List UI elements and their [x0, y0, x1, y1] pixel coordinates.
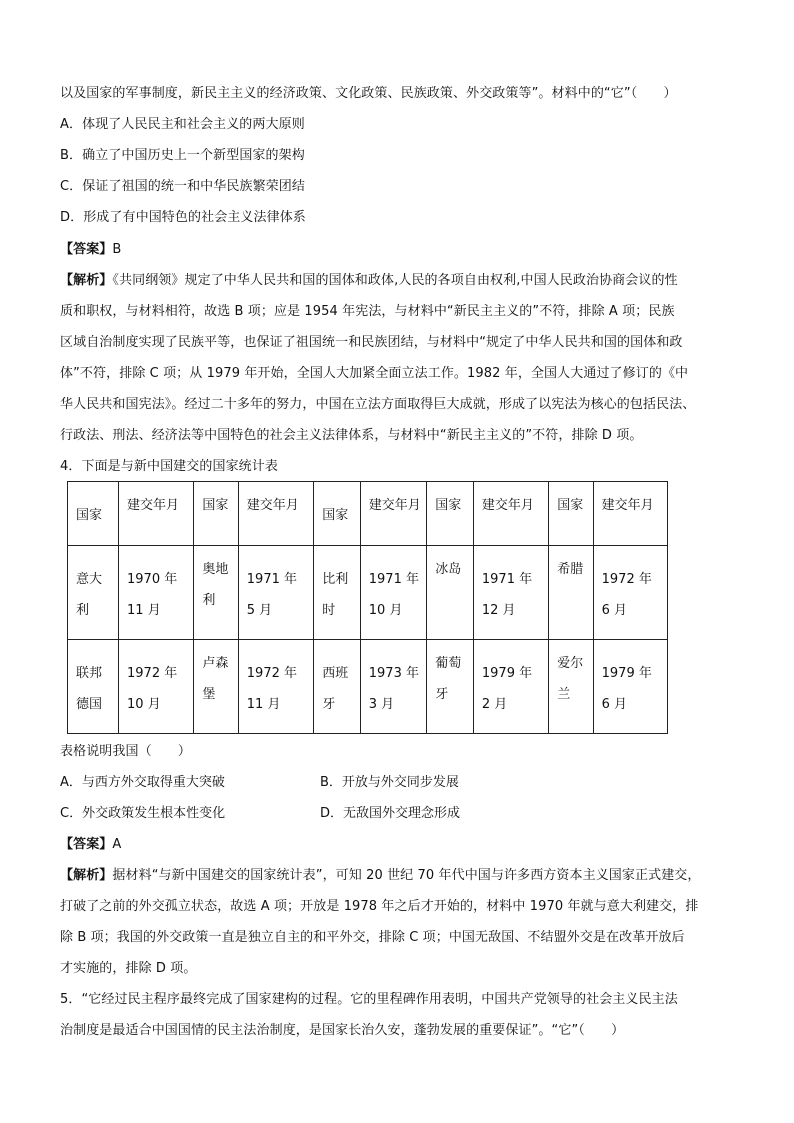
question-3-analysis-line-5: 华人民共和国宪法》。经过二十多年的努力，中国在立法方面取得巨大成就，形成了以宪法为核心的包括民法、 — [60, 397, 696, 412]
question-5-stem-line-1: 5．“它经过民主程序最终完成了国家建构的过程。它的里程碑作用表明，中国共产党领导的社会主义民主法 — [60, 992, 678, 1007]
table-row — [68, 546, 668, 640]
country-cell: 西班牙 — [314, 640, 361, 734]
question-4-options-row-1 — [60, 773, 740, 793]
analysis-label: 【解析】 — [60, 273, 113, 288]
question-3-analysis-line-3: 区域自治制度实现了民族平等，也保证了祖国统一和民族团结，与材料中“规定了中华人民共和国的国体和政 — [60, 335, 683, 350]
header-cell: 建交年月 — [593, 482, 667, 546]
question-3-analysis-line-2: 质和职权，与材料相符，故选 B 项；应是 1954 年宪法，与材料中“新民主主义的”不符，排除 A 项；民族 — [60, 304, 675, 319]
header-cell: 建交年月 — [238, 482, 313, 546]
table-header-row — [68, 482, 668, 546]
answer-value: B — [112, 242, 122, 257]
header-cell: 国家 — [549, 482, 593, 546]
header-cell: 建交年月 — [119, 482, 194, 546]
question-4-option-d: D．无敌国外交理念形成 — [320, 806, 461, 821]
date-cell: 1972 年 6 月 — [593, 546, 667, 640]
analysis-text: 《共同纲领》规定了中华人民共和国的国体和政体,人民的各项自由权利,中国人民政治协商会议的性 — [112, 273, 678, 288]
answer-value: A — [112, 837, 122, 852]
question-3-analysis-line-4: 体”不符，排除 C 项；从 1979 年开始，全国人大加紧全面立法工作。1982 年，全国人大通过了修订的《中 — [60, 366, 689, 381]
analysis-label: 【解析】 — [60, 868, 113, 883]
question-4-question: 表格说明我国（ ） — [60, 744, 192, 759]
question-4-analysis-line-1 — [60, 866, 701, 886]
date-cell: 1979 年 6 月 — [593, 640, 667, 734]
question-3-option-b: B．确立了中国历史上一个新型国家的架构 — [60, 148, 305, 163]
country-cell: 卢森堡 — [194, 640, 238, 734]
country-cell: 联邦德国 — [68, 640, 119, 734]
header-cell: 国家 — [427, 482, 474, 546]
date-cell: 1973 年 3 月 — [360, 640, 427, 734]
country-cell: 希腊 — [549, 546, 593, 640]
question-4-option-b: B．开放与外交同步发展 — [320, 775, 459, 790]
question-5-stem-line-2: 治制度是最适合中国国情的民主法治制度，是国家长治久安，蓬勃发展的重要保证”。“它”（ ） — [60, 1023, 625, 1038]
country-cell: 冰岛 — [427, 546, 474, 640]
answer-label: 【答案】 — [60, 242, 113, 257]
analysis-text: 据材料“与新中国建交的国家统计表”，可知 20 世纪 70 年代中国与许多西方资本主义国家正式建交， — [112, 868, 701, 883]
date-cell: 1979 年 2 月 — [473, 640, 548, 734]
question-4-answer — [60, 835, 121, 855]
question-4-analysis-line-2: 打破了之前的外交孤立状态，故选 A 项；开放是 1978 年之后才开始的，材料中 1970 年就与意大利建交，排 — [60, 899, 699, 914]
question-3-analysis-line-6: 行政法、刑法、经济法等中国特色的社会主义法律体系，与材料中“新民主主义的”不符，排除 D 项。 — [60, 428, 643, 443]
answer-label: 【答案】 — [60, 837, 113, 852]
diplomatic-relations-table — [67, 481, 668, 734]
question-4-stem: 4．下面是与新中国建交的国家统计表 — [60, 459, 278, 474]
question-3-option-c: C．保证了祖国的统一和中华民族繁荣团结 — [60, 179, 305, 194]
date-cell: 1971 年 10 月 — [360, 546, 427, 640]
question-4-option-c: C．外交政策发生根本性变化 — [60, 806, 226, 821]
date-cell: 1971 年 12 月 — [473, 546, 548, 640]
header-cell: 国家 — [68, 482, 119, 546]
date-cell: 1970 年 11 月 — [119, 546, 194, 640]
question-3-analysis-line-1 — [60, 271, 678, 291]
country-cell: 意大利 — [68, 546, 119, 640]
header-cell: 国家 — [194, 482, 238, 546]
header-cell: 建交年月 — [360, 482, 427, 546]
question-3-option-d: D．形成了有中国特色的社会主义法律体系 — [60, 210, 306, 225]
question-4-options-row-2 — [60, 804, 740, 824]
question-4-analysis-line-3: 除 B 项；我国的外交政策一直是独立自主的和平外交，排除 C 项；中国无敌国、不结盟外交是在改革开放后 — [60, 930, 685, 945]
question-4-analysis-line-4: 才实施的，排除 D 项。 — [60, 961, 197, 976]
question-3-answer — [60, 240, 121, 260]
country-cell: 葡萄牙 — [427, 640, 474, 734]
country-cell: 奥地利 — [194, 546, 238, 640]
country-cell: 爱尔兰 — [549, 640, 593, 734]
question-3-stem: 以及国家的军事制度，新民主主义的经济政策、文化政策、民族政策、外交政策等”。材料中的“它”（ ） — [60, 86, 677, 101]
question-4-option-a: A．与西方外交取得重大突破 — [60, 775, 225, 790]
date-cell: 1971 年 5 月 — [238, 546, 313, 640]
question-3-option-a: A．体现了人民民主和社会主义的两大原则 — [60, 117, 305, 132]
date-cell: 1972 年 10 月 — [119, 640, 194, 734]
header-cell: 建交年月 — [473, 482, 548, 546]
country-cell: 比利时 — [314, 546, 361, 640]
date-cell: 1972 年 11 月 — [238, 640, 313, 734]
header-cell: 国家 — [314, 482, 361, 546]
table-row — [68, 640, 668, 734]
